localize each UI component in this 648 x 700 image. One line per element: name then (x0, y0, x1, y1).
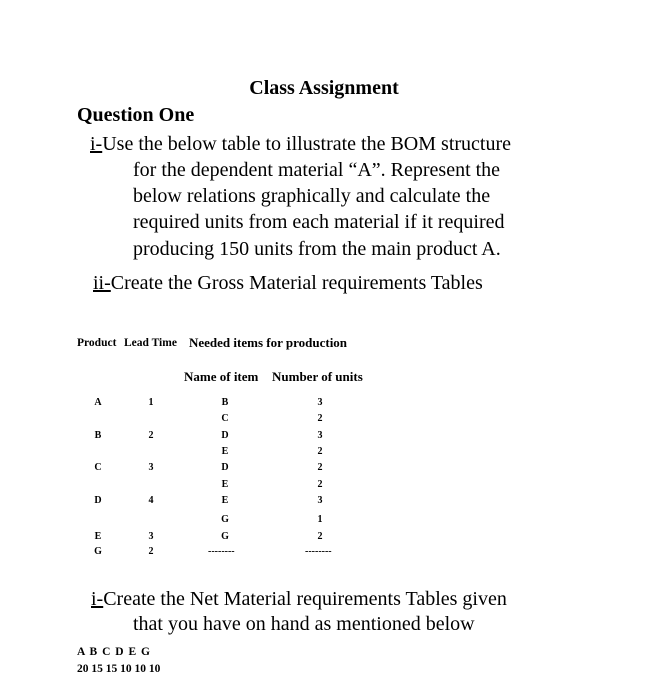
col-product-header: Product (77, 337, 117, 349)
units-cell: 2 (317, 531, 323, 542)
part1-marker: i- (90, 133, 103, 155)
part1-text-1: Use the below table to illustrate the BOM structure (102, 133, 512, 155)
part3-text-1: Create the Net Material requirements Tables given (103, 588, 507, 610)
units-cell: 1 (317, 514, 323, 525)
units-cell: 3 (317, 430, 323, 441)
part1-line-5: producing 150 units from the main product A. (133, 238, 501, 260)
item-name-cell: C (221, 413, 229, 424)
item-name-cell: G (221, 531, 229, 542)
product-cell: B (94, 430, 102, 441)
col-item-name-header: Name of item (184, 369, 259, 384)
product-cell: C (94, 462, 102, 473)
col-needed-header: Needed items for production (189, 335, 348, 350)
onhand-letters: A B C D E G (77, 646, 151, 658)
lead-time-cell: 3 (148, 462, 154, 473)
product-cell: A (94, 397, 102, 408)
lead-time-cell: 3 (148, 531, 154, 542)
part3-line-1 (91, 586, 507, 613)
item-name-cell: D (221, 430, 229, 441)
col-units-header: Number of units (272, 369, 363, 384)
lead-time-cell: 2 (148, 546, 154, 557)
part3-marker: i- (91, 588, 104, 610)
item-name-cell: D (221, 462, 229, 473)
page-title: Class Assignment (249, 77, 399, 99)
product-cell: E (94, 531, 102, 542)
part1-line-2: for the dependent material “A”. Represent the (133, 159, 501, 181)
lead-time-cell: 4 (148, 495, 154, 506)
onhand-values: 20 15 15 10 10 10 (77, 663, 161, 675)
units-end-rule: -------- (305, 546, 332, 557)
lead-time-cell: 2 (148, 430, 154, 441)
product-cell: G (94, 546, 102, 557)
part3-line-2: that you have on hand as mentioned below (133, 613, 475, 635)
part2-marker: ii- (93, 272, 111, 294)
part1-line-1 (90, 131, 511, 158)
units-cell: 2 (317, 479, 323, 490)
units-cell: 2 (317, 446, 323, 457)
question-heading: Question One (77, 104, 195, 126)
part1-line-4: required units from each material if it required (133, 211, 505, 233)
part2-line (93, 270, 483, 297)
item-name-cell: E (221, 479, 229, 490)
part2-text: Create the Gross Material requirements Tables (110, 272, 483, 294)
units-cell: 2 (317, 413, 323, 424)
lead-time-cell: 1 (148, 397, 154, 408)
part1-line-3: below relations graphically and calculate the (133, 185, 491, 207)
item-name-cell: E (221, 446, 229, 457)
item-name-cell: B (221, 397, 229, 408)
units-cell: 3 (317, 397, 323, 408)
units-cell: 2 (317, 462, 323, 473)
col-lead-time-header: Lead Time (124, 337, 177, 349)
units-cell: 3 (317, 495, 323, 506)
item-name-cell: G (221, 514, 229, 525)
product-cell: D (94, 495, 102, 506)
item-name-cell: E (221, 495, 229, 506)
item-name-end-rule: -------- (208, 546, 235, 557)
